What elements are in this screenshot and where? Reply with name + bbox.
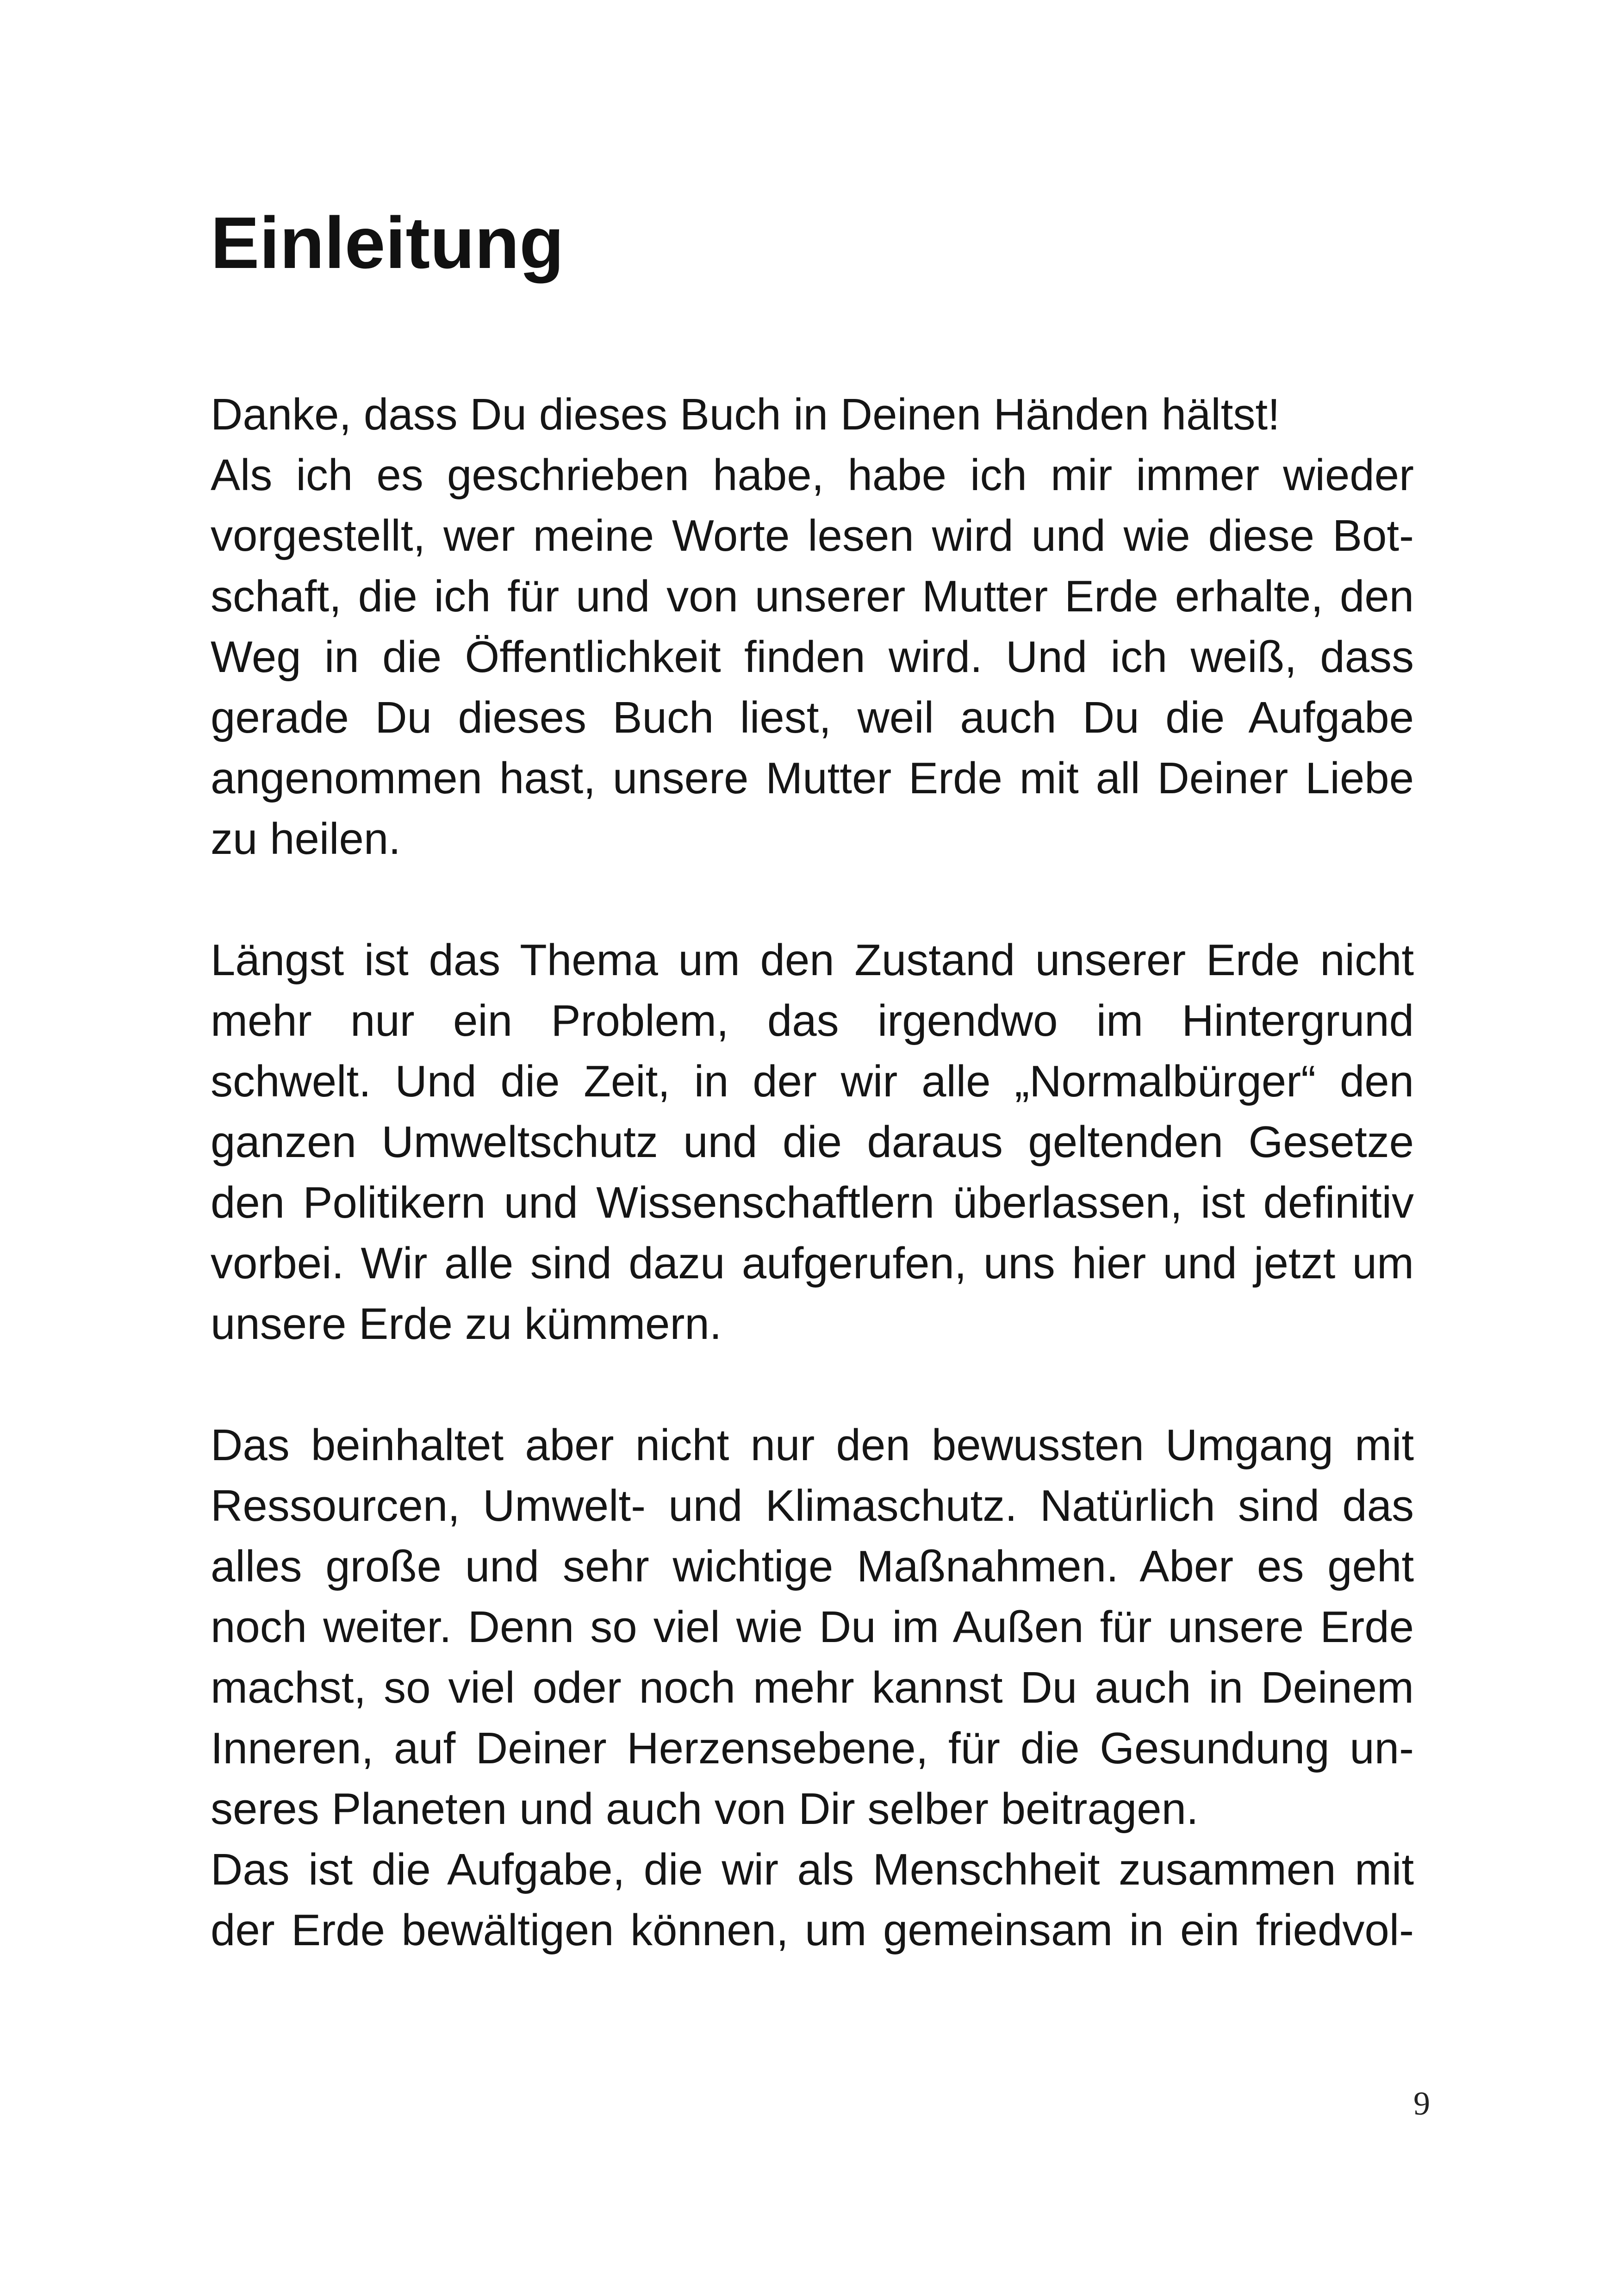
text-line: Inneren, auf Deiner Herzensebene, für die Gesundung un- xyxy=(211,1724,1414,1773)
text-line: Als ich es geschrieben habe, habe ich mir immer wieder xyxy=(211,450,1414,500)
text-line: unsere Erde zu kümmern. xyxy=(211,1299,722,1349)
text-line: angenommen hast, unsere Mutter Erde mit all Deiner Liebe xyxy=(211,753,1414,803)
text-line: gerade Du dieses Buch liest, weil auch Du die Aufgabe xyxy=(211,693,1414,742)
text-line: Längst ist das Thema um den Zustand unserer Erde nicht xyxy=(211,935,1414,985)
text-line: schaft, die ich für und von unserer Mutter Erde erhalte, den xyxy=(211,572,1414,621)
text-line: Das beinhaltet aber nicht nur den bewussten Umgang mit xyxy=(211,1420,1414,1470)
text-line: Weg in die Öffentlichkeit finden wird. Und ich weiß, dass xyxy=(211,632,1414,682)
page-number: 9 xyxy=(1413,2085,1430,2122)
text-line: der Erde bewältigen können, um gemeinsam in ein friedvol- xyxy=(211,1905,1414,1955)
chapter-heading: Einleitung xyxy=(211,202,564,284)
text-line: Ressourcen, Umwelt- und Klimaschutz. Natürlich sind das xyxy=(211,1481,1414,1531)
paragraph-gap xyxy=(211,1354,1414,1415)
text-line: noch weiter. Denn so viel wie Du im Außen für unsere Erde xyxy=(211,1602,1414,1652)
text-line: alles große und sehr wichtige Maßnahmen. Aber es geht xyxy=(211,1542,1414,1591)
text-line: vorbei. Wir alle sind dazu aufgerufen, uns hier und jetzt um xyxy=(211,1238,1414,1288)
text-line: schwelt. Und die Zeit, in der wir alle „Normalbürger“ den xyxy=(211,1057,1414,1106)
text-line: zu heilen. xyxy=(211,814,401,864)
text-line: seres Planeten und auch von Dir selber beitragen. xyxy=(211,1784,1199,1834)
text-line: machst, so viel oder noch mehr kannst Du auch in Deinem xyxy=(211,1663,1414,1712)
text-line: vorgestellt, wer meine Worte lesen wird und wie diese Bot- xyxy=(211,511,1414,560)
text-line: Das ist die Aufgabe, die wir als Menschheit zusammen mit xyxy=(211,1845,1414,1894)
paragraph-gap xyxy=(211,869,1414,930)
text-line: den Politikern und Wissenschaftlern überlassen, ist definitiv xyxy=(211,1178,1414,1227)
text-line: Danke, dass Du dieses Buch in Deinen Händen hältst! xyxy=(211,390,1280,439)
text-line: mehr nur ein Problem, das irgendwo im Hintergrund xyxy=(211,996,1414,1045)
body-text xyxy=(211,384,1414,1960)
text-line: ganzen Umweltschutz und die daraus geltenden Gesetze xyxy=(211,1117,1414,1167)
